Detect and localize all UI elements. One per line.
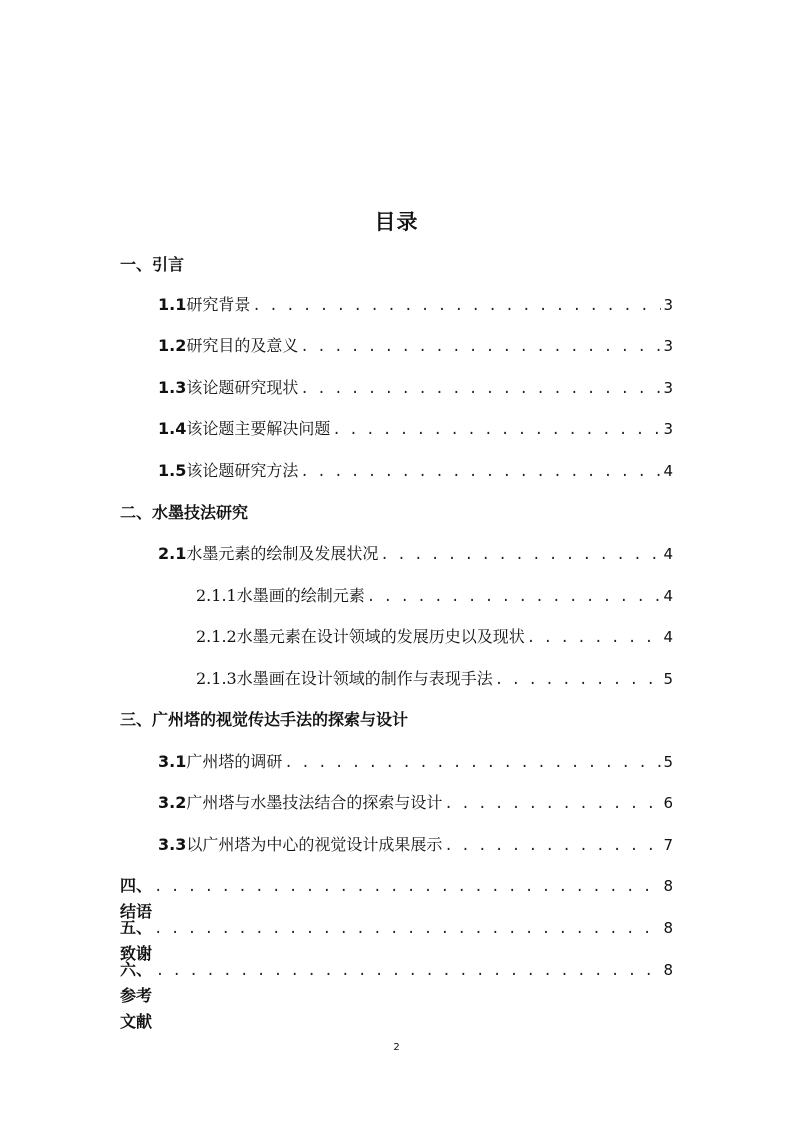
toc-entry-3-1[interactable] bbox=[158, 749, 673, 775]
toc-entry-number: 3.3 bbox=[158, 835, 187, 854]
toc-entry-page: 5 bbox=[663, 670, 673, 688]
toc-leader-dots bbox=[300, 334, 661, 360]
toc-entry-number: 1.5 bbox=[158, 461, 187, 480]
toc-leader-dots bbox=[154, 916, 661, 942]
toc-entry-2-1-2[interactable] bbox=[196, 624, 673, 650]
toc-leader-dots bbox=[156, 958, 662, 984]
toc-entry-text: 水墨画的绘制元素 bbox=[236, 586, 365, 605]
toc-leader-dots bbox=[300, 376, 661, 402]
toc-entry-text: 该论题研究方法 bbox=[186, 461, 299, 480]
toc-entry-page: 4 bbox=[663, 462, 673, 480]
toc-entry-2-1-1[interactable] bbox=[196, 583, 673, 609]
toc-leader-dots bbox=[284, 750, 661, 776]
toc-entry-number: 2.1 bbox=[158, 544, 187, 563]
toc-entry-text: 以广州塔为中心的视觉设计成果展示 bbox=[186, 835, 443, 854]
toc-entry-1-1[interactable] bbox=[158, 292, 673, 318]
toc-entry-text: 研究背景 bbox=[186, 295, 251, 314]
toc-entry-page: 8 bbox=[663, 919, 673, 937]
toc-leader-dots bbox=[444, 791, 661, 817]
toc-entry-number: 3.2 bbox=[158, 793, 187, 812]
toc-entry-page: 8 bbox=[663, 877, 673, 895]
toc-entry-page: 5 bbox=[663, 753, 673, 771]
toc-entry-number: 2.1.2 bbox=[196, 627, 237, 646]
toc-entry-3-2[interactable] bbox=[158, 790, 673, 816]
toc-leader-dots bbox=[380, 542, 661, 568]
toc-section-6[interactable] bbox=[120, 957, 673, 1031]
toc-entry-page: 8 bbox=[663, 961, 673, 979]
toc-entry-number: 1.3 bbox=[158, 378, 187, 397]
toc-entry-number: 1.2 bbox=[158, 336, 187, 355]
toc-leader-dots bbox=[527, 625, 662, 651]
toc-entry-number: 2.1.1 bbox=[196, 586, 237, 605]
toc-section-label: 五、致谢 bbox=[120, 918, 153, 963]
toc-entry-2-1-3[interactable] bbox=[196, 666, 673, 692]
toc-section-label: 二、水墨技法研究 bbox=[120, 503, 249, 522]
toc-entry-text: 该论题研究现状 bbox=[186, 378, 299, 397]
toc-entry-number: 1.1 bbox=[158, 295, 187, 314]
toc-leader-dots bbox=[154, 874, 661, 900]
toc-entry-3-3[interactable] bbox=[158, 832, 673, 858]
page-number: 2 bbox=[393, 1042, 400, 1053]
toc-title: 目录 bbox=[374, 210, 419, 234]
toc-leader-dots bbox=[495, 667, 662, 693]
toc-entry-page: 4 bbox=[663, 628, 673, 646]
toc-leader-dots bbox=[252, 293, 661, 319]
toc-entry-number: 1.4 bbox=[158, 419, 187, 438]
toc-entry-page: 7 bbox=[663, 836, 673, 854]
toc-entry-page: 3 bbox=[663, 337, 673, 355]
toc-entry-1-3[interactable] bbox=[158, 375, 673, 401]
toc-leader-dots bbox=[444, 833, 661, 859]
toc-entry-page: 4 bbox=[663, 545, 673, 563]
toc-entry-page: 3 bbox=[663, 296, 673, 314]
toc-entry-2-1[interactable] bbox=[158, 541, 673, 567]
toc-entry-text: 研究目的及意义 bbox=[186, 336, 299, 355]
toc-entry-1-4[interactable] bbox=[158, 416, 673, 442]
toc-entry-text: 水墨画在设计领域的制作与表现手法 bbox=[236, 669, 493, 688]
toc-entry-page: 3 bbox=[663, 379, 673, 397]
toc-entry-number: 3.1 bbox=[158, 752, 187, 771]
toc-section-label: 六、参考文献 bbox=[120, 960, 153, 1031]
toc-entry-text: 广州塔与水墨技法结合的探索与设计 bbox=[186, 793, 443, 812]
toc-entry-text: 水墨元素在设计领域的发展历史以及现状 bbox=[236, 627, 525, 646]
toc-entry-page: 4 bbox=[663, 587, 673, 605]
toc-entry-text: 广州塔的调研 bbox=[186, 752, 283, 771]
toc-leader-dots bbox=[367, 584, 662, 610]
toc-section-2-heading[interactable] bbox=[120, 500, 248, 526]
toc-section-label: 一、引言 bbox=[120, 255, 185, 274]
toc-section-label: 三、广州塔的视觉传达手法的探索与设计 bbox=[120, 710, 409, 729]
toc-leader-dots bbox=[332, 417, 661, 443]
toc-section-5[interactable] bbox=[120, 915, 673, 963]
toc-section-4[interactable] bbox=[120, 873, 673, 921]
toc-entry-text: 水墨元素的绘制及发展状况 bbox=[186, 544, 379, 563]
toc-leader-dots bbox=[300, 459, 661, 485]
toc-entry-text: 该论题主要解决问题 bbox=[186, 419, 331, 438]
toc-section-3-heading[interactable] bbox=[120, 707, 408, 733]
toc-entry-page: 6 bbox=[663, 794, 673, 812]
toc-entry-1-5[interactable] bbox=[158, 458, 673, 484]
toc-section-label: 四、结语 bbox=[120, 876, 153, 921]
toc-entry-1-2[interactable] bbox=[158, 333, 673, 359]
toc-entry-number: 2.1.3 bbox=[196, 669, 237, 688]
toc-section-1-heading[interactable] bbox=[120, 252, 184, 278]
toc-entry-page: 3 bbox=[663, 420, 673, 438]
